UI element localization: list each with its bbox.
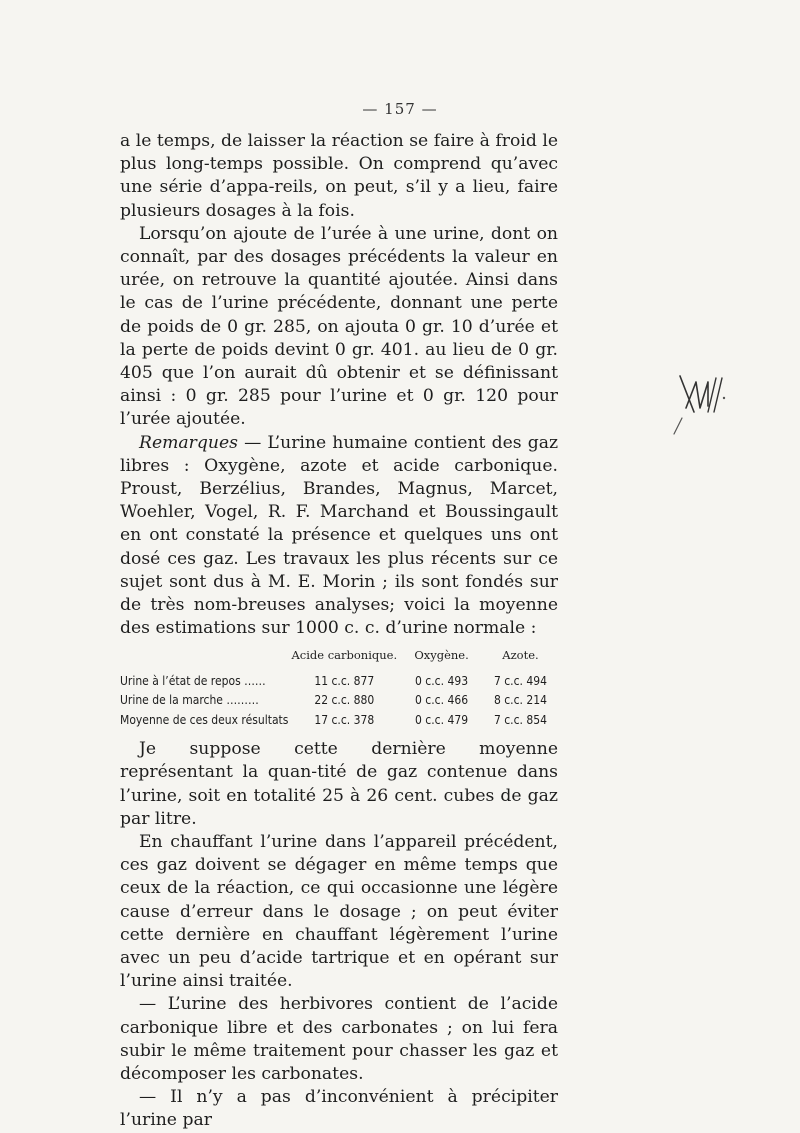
margin-mark-icon — [672, 368, 732, 448]
table-row — [120, 711, 558, 731]
table-header-cell — [120, 644, 288, 671]
paragraph-3: Je suppose cette dernière moyenne représentant la quan-tité de gaz contenue dans l’urine, soit en totalité 25 à 26 cent. cubes de gaz par litre. — [120, 739, 558, 829]
paragraph-2: Lorsqu’on ajoute de l’urée à une urine, dont on connaît, par des dosages précédents la valeur en urée, on retrouve la quantité ajoutée. Ainsi dans le cas de l’urine précédente, donnant une perte de poids de 0 gr. 285, on ajouta 0 gr. 10 d’urée et la perte de poids devint 0 gr. 401. au lieu de 0 gr. 405 que l’on aurait dû obtenir et se définissant ainsi : 0 gr. 285 pour l’urine et 0 gr. 120 pour l’urée ajoutée. — [120, 223, 558, 430]
paragraph-5: — L’urine des herbivores contient de l’acide carbonique libre et des carbonates ; on lui fera subir le même traitement pour chasser les gaz et décomposer les carbonates. — [120, 994, 558, 1085]
table-header-cell: Oxygène. — [414, 648, 469, 663]
table-cell: 0 c.c. 479 — [415, 712, 469, 727]
table-cell: 17 c.c. 378 — [314, 712, 375, 727]
table-header-cell: Acide carbonique. — [291, 648, 398, 663]
paragraph-6: — Il n’y a pas d’inconvénient à précipiter l’urine par — [120, 1087, 558, 1131]
table-cell: 22 c.c. 880 — [314, 693, 375, 708]
table-cell: 0 c.c. 466 — [415, 693, 469, 708]
remarques-dash: — — [237, 432, 268, 453]
paragraph-1: a le temps, de laisser la réaction se faire à froid le plus long-temps possible. On comprend qu’avec une série d’appa-reils, on peut, s’il y a lieu, faire plusieurs dosages à la fois. — [120, 131, 558, 221]
table-cell: 7 c.c. 854 — [493, 712, 547, 727]
handwritten-margin-mark — [672, 368, 732, 448]
table-row — [120, 691, 558, 711]
table-cell: 11 c.c. 877 — [314, 673, 375, 688]
remarques-text: L’urine humaine contient des gaz libres : Oxygène, azote et acide carbonique. Proust, Berzélius, Brandes, Magnus, Marcet, Woehler, Vogel, R. F. Marchand et Boussingault en ont constaté la présence et quelques uns ont dosé ces gaz. Les travaux les plus récents sur ce sujet sont dus à M. E. Morin ; ils sont fondés sur de très nom-breuses analyses; voici la moyenne des estimations sur 1000 c. c. d’urine normale : — [120, 432, 558, 639]
table-cell: 8 c.c. 214 — [493, 693, 547, 708]
row-label: Urine de la marche ……… — [120, 693, 259, 708]
row-label: Urine à l’état de repos …… — [120, 673, 266, 688]
row-label: Moyenne de ces deux résultats — [120, 712, 289, 727]
body-text — [120, 130, 558, 1133]
paragraph-remarques — [120, 432, 558, 641]
table-row — [120, 672, 558, 692]
table-cell: 7 c.c. 494 — [493, 673, 547, 688]
table-header-row — [120, 644, 558, 671]
gas-table — [120, 644, 558, 730]
table-cell: 0 c.c. 493 — [415, 673, 469, 688]
page-number: — 157 — — [362, 100, 438, 118]
paragraph-4: En chauffant l’urine dans l’appareil précédent, ces gaz doivent se dégager en même temps que ceux de la réaction, ce qui occasionne une légère cause d’erreur dans le dosage ; on peut éviter cette dernière en chauffant légèrement l’urine avec un peu d’acide tartrique et en opérant sur l’urine ainsi traitée. — [120, 831, 558, 992]
remarques-label: Remarques — [139, 432, 238, 453]
table-header-cell: Azote. — [502, 648, 539, 663]
